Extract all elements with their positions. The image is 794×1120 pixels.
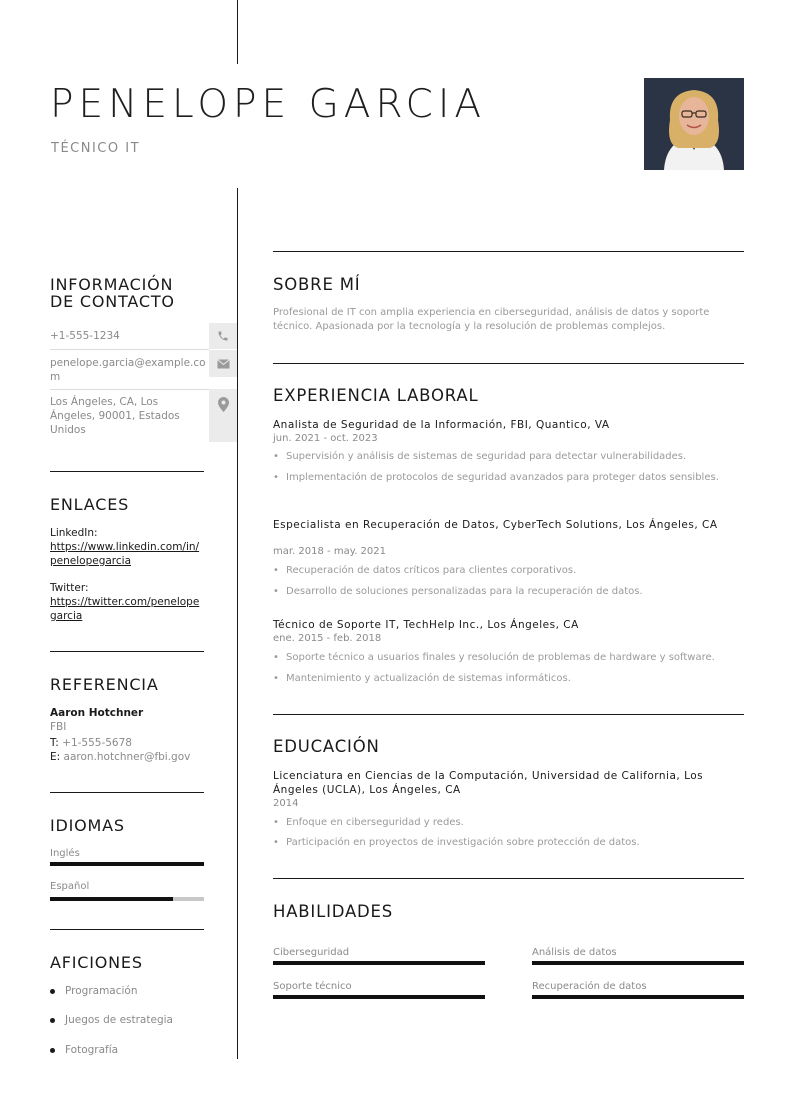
twitter-label: Twitter:	[50, 582, 89, 594]
about-heading: SOBRE MÍ	[273, 275, 361, 294]
bullet-dot-icon	[50, 989, 55, 994]
reference-name: Aaron Hotchner	[50, 707, 144, 719]
contact-heading-line2: DE CONTACTO	[50, 292, 175, 311]
skills-heading: HABILIDADES	[273, 902, 394, 921]
bullet-item	[273, 471, 744, 485]
bullet-item	[273, 450, 744, 464]
hobby-item	[50, 985, 138, 997]
hobby-item	[50, 1044, 118, 1056]
bullet-icon: •	[273, 673, 279, 684]
job-entry-dates: ene. 2015 - feb. 2018	[273, 633, 382, 644]
bullet-item	[273, 816, 744, 830]
bullet-dot-icon	[50, 1048, 55, 1053]
reference-org: FBI	[50, 721, 67, 733]
resume-name: PENELOPE GARCIA	[50, 82, 487, 127]
experience-heading: EXPERIENCIA LABORAL	[273, 386, 479, 405]
bullet-item	[273, 672, 744, 686]
contact-divider	[50, 389, 209, 390]
contact-divider	[50, 349, 209, 350]
bullet-icon: •	[273, 586, 279, 597]
contact-address: Los Ángeles, CA, Los Ángeles, 90001, Estados Unidos	[50, 396, 180, 436]
job-entry-dates: jun. 2021 - oct. 2023	[273, 433, 378, 444]
profile-photo	[644, 78, 744, 170]
bullet-text: Implementación de protocolos de seguridad avanzados para proteger datos sensibles.	[286, 472, 719, 483]
bullet-icon: •	[273, 817, 279, 828]
job-entry-dates: mar. 2018 - may. 2021	[273, 546, 387, 557]
bullet-item	[273, 564, 744, 578]
section-divider	[273, 251, 744, 252]
column-divider-line	[237, 188, 238, 1059]
bullet-text: Enfoque en ciberseguridad y redes.	[286, 817, 464, 828]
bullet-icon: •	[273, 837, 279, 848]
contact-phone-row	[50, 329, 237, 349]
education-heading: EDUCACIÓN	[273, 737, 380, 756]
bullet-text: Recuperación de datos críticos para clientes corporativos.	[286, 565, 577, 576]
section-divider	[273, 714, 744, 715]
top-divider-line	[237, 0, 238, 64]
bullet-item	[273, 836, 744, 850]
language-name: Español	[50, 881, 90, 892]
job-entry-title: Especialista en Recuperación de Datos, CyberTech Solutions, Los Ángeles, CA	[273, 519, 718, 531]
contact-phone: +1-555-1234	[50, 330, 120, 342]
section-divider	[273, 878, 744, 879]
bullet-text: Mantenimiento y actualización de sistemas informáticos.	[286, 673, 571, 684]
section-divider	[50, 792, 204, 793]
skill-item	[532, 981, 744, 999]
bullet-icon: •	[273, 451, 279, 462]
skill-level-bar	[273, 961, 485, 965]
contact-heading	[50, 276, 175, 310]
phone-icon	[209, 323, 237, 349]
job-title: TÉCNICO IT	[51, 141, 141, 156]
skill-level-bar	[532, 961, 744, 965]
bullet-item	[273, 651, 744, 665]
contact-address-row	[50, 395, 237, 443]
contact-email: penelope.garcia@example.com	[50, 357, 206, 383]
section-divider	[50, 651, 204, 652]
bullet-item	[273, 585, 744, 599]
job-entry-title: Analista de Seguridad de la Información, FBI, Quantico, VA	[273, 419, 610, 431]
bullet-text: Supervisión y análisis de sistemas de seguridad para detectar vulnerabilidades.	[286, 451, 687, 462]
job-entry-title: Técnico de Soporte IT, TechHelp Inc., Los Ángeles, CA	[273, 619, 579, 631]
education-degree: Licenciatura en Ciencias de la Computación, Universidad de California, Los Ángeles (UCLA), Los Ángeles, CA	[273, 770, 704, 796]
skill-name: Soporte técnico	[273, 981, 352, 992]
bullet-icon: •	[273, 652, 279, 663]
section-divider	[273, 363, 744, 364]
contact-heading-line1: INFORMACIÓN	[50, 275, 174, 294]
skill-item	[532, 947, 744, 965]
contact-email-row	[50, 356, 237, 390]
hobbies-heading: AFICIONES	[50, 953, 143, 972]
skill-level-bar	[273, 995, 485, 999]
hobby-label: Fotografía	[65, 1044, 119, 1056]
section-divider	[50, 929, 204, 930]
skill-level-bar	[532, 995, 744, 999]
twitter-link[interactable]: https://twitter.com/penelopegarcia	[50, 596, 200, 622]
languages-heading: IDIOMAS	[50, 816, 125, 835]
bullet-dot-icon	[50, 1018, 55, 1023]
links-heading: ENLACES	[50, 495, 130, 514]
language-level-fill	[50, 897, 173, 901]
reference-heading: REFERENCIA	[50, 675, 159, 694]
bullet-text: Participación en proyectos de investigación sobre protección de datos.	[286, 837, 640, 848]
bullet-text: Desarrollo de soluciones personalizadas para la recuperación de datos.	[286, 586, 643, 597]
skill-name: Análisis de datos	[532, 947, 617, 958]
reference-phone-label: T:	[50, 737, 59, 749]
reference-email-line	[50, 750, 190, 764]
language-level-bar	[50, 862, 204, 866]
bullet-text: Soporte técnico a usuarios finales y resolución de problemas de hardware y software.	[286, 652, 715, 663]
reference-phone: +1-555-5678	[62, 737, 132, 749]
reference-phone-line	[50, 736, 132, 750]
section-divider	[50, 471, 204, 472]
bullet-icon: •	[273, 472, 279, 483]
hobby-item	[50, 1014, 173, 1026]
envelope-icon	[209, 350, 237, 377]
skill-item	[273, 981, 485, 999]
about-text: Profesional de IT con amplia experiencia en ciberseguridad, análisis de datos y soporte técnico. Apasionada por la tecnología y la resolución de problemas complejos.	[273, 307, 710, 332]
location-pin-icon	[209, 389, 237, 442]
education-year: 2014	[273, 798, 299, 809]
language-name: Inglés	[50, 848, 80, 859]
hobby-label: Programación	[65, 985, 138, 997]
skill-name: Recuperación de datos	[532, 981, 647, 992]
language-level-bar	[50, 897, 204, 901]
reference-email: aaron.hotchner@fbi.gov	[63, 751, 191, 763]
reference-email-label: E:	[50, 751, 61, 763]
skill-name: Ciberseguridad	[273, 947, 350, 958]
hobby-label: Juegos de estrategia	[65, 1014, 173, 1026]
language-level-fill	[50, 862, 204, 866]
skill-item	[273, 947, 485, 965]
bullet-icon: •	[273, 565, 279, 576]
linkedin-link[interactable]: https://www.linkedin.com/in/penelopegarcia	[50, 541, 200, 567]
linkedin-label: LinkedIn:	[50, 527, 98, 539]
